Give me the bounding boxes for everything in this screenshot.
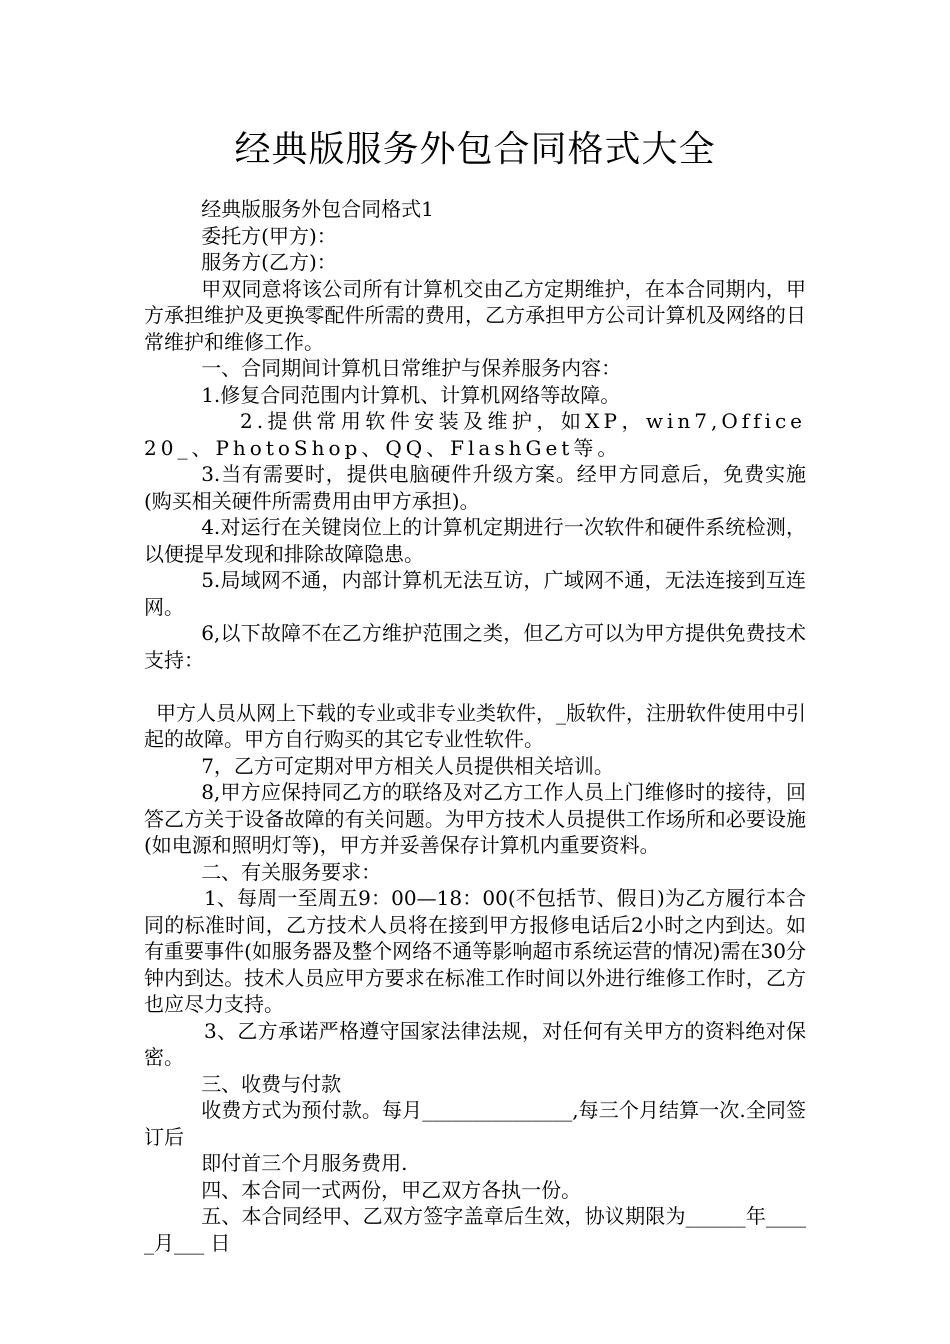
payment-method: 收费方式为预付款。每月_______________,每三个月结算一次.全同签订后 xyxy=(144,1098,806,1149)
item-6-detail: 甲方人员从网上下载的专业或非专业类软件，_版软件，注册软件使用中引起的故障。甲方自行购买的其它专业性软件。 xyxy=(144,700,806,751)
section-1-heading: 一、合同期间计算机日常维护与保养服务内容： xyxy=(201,356,622,380)
item-8: 8,甲方应保持同乙方的联络及对乙方工作人员上门维修时的接待，回答乙方关于设备故障的有关问题。为甲方技术人员提供工作场所和必要设施(如电源和照明灯等)，甲方并妥善保存计算机内重要资料。 xyxy=(144,780,806,857)
blank-line xyxy=(144,673,806,700)
document-body xyxy=(144,196,806,1256)
service-requirement-1: 1、每周一至周五9：00—18：00(不包括节、假日)为乙方履行本合同的标准时间，乙方技术人员将在接到甲方报修电话后2小时之内到达。如有重要事件(如服务器及整个网络不通等影响超市系统运营的情况)需在30分钟内到达。技术人员应甲方要求在标准工作时间以外进行维修工作时，乙方也应尽力支持。 xyxy=(144,886,806,1016)
section-2-heading: 二、有关服务要求： xyxy=(201,859,382,884)
section-4: 四、本合同一式两份，甲乙双方各执一份。 xyxy=(201,1177,582,1202)
party-b: 服务方(乙方)： xyxy=(201,250,337,274)
service-requirement-3: 3、乙方承诺严格遵守国家法律法规，对任何有关甲方的资料绝对保密。 xyxy=(144,1018,806,1069)
document-title: 经典版服务外包合同格式大全 xyxy=(234,129,716,170)
payment-first: 即付首三个月服务费用. xyxy=(201,1151,408,1175)
item-4: 4.对运行在关键岗位上的计算机定期进行一次软件和硬件系统检测，以便提早发现和排除故障隐患。 xyxy=(144,515,806,566)
item-2: 2.提供常用软件安装及维护，如XP，win7,Office20_、PhotoShop、QQ、FlashGet等。 xyxy=(144,409,806,460)
intro-paragraph: 甲双同意将该公司所有计算机交由乙方定期维护，在本合同期内，甲方承担维护及更换零配件所需的费用，乙方承担甲方公司计算机及网络的日常维护和维修工作。 xyxy=(144,276,806,354)
section-3-heading: 三、收费与付款 xyxy=(201,1071,342,1096)
section-5: 五、本合同经甲、乙双方签字盖章后生效，协议期限为______年_____月___ 日 xyxy=(144,1204,806,1255)
item-7: 7，乙方可定期对甲方相关人员提供相关培训。 xyxy=(201,753,614,778)
party-a: 委托方(甲方)： xyxy=(201,223,337,248)
item-6: 6,以下故障不在乙方维护范围之类，但乙方可以为甲方提供免费技术支持： xyxy=(144,621,806,672)
subtitle: 经典版服务外包合同格式1 xyxy=(201,197,434,221)
item-5: 5.局域网不通，内部计算机无法互访，广域网不通，无法连接到互连网。 xyxy=(144,568,806,619)
item-3: 3.当有需要时，提供电脑硬件升级方案。经甲方同意后，免费实施(购买相关硬件所需费用由甲方承担)。 xyxy=(144,462,806,513)
item-1: 1.修复合同范围内计算机、计算机网络等故障。 xyxy=(201,382,621,407)
